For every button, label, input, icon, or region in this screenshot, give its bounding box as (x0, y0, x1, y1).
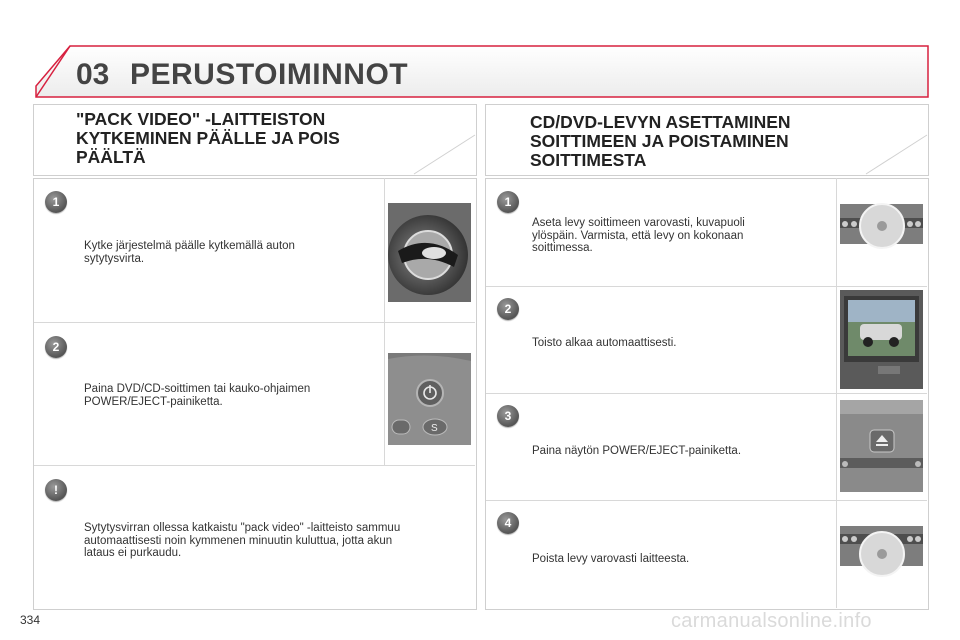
title-line: "PACK VIDEO" -LAITTEISTON (76, 109, 326, 129)
power-button-photo (388, 353, 471, 445)
step-2-text (84, 383, 310, 408)
disc-insert-photo (840, 200, 923, 252)
svg-text:S: S (431, 423, 438, 434)
text-line: POWER/EJECT-painiketta. (84, 395, 223, 408)
step-4-text (532, 553, 689, 566)
row-divider (486, 500, 927, 501)
step-2-text (532, 337, 676, 350)
title-line: SOITTIMEEN JA POISTAMINEN (530, 131, 789, 151)
text-line: Poista levy varovasti laitteesta. (532, 553, 690, 565)
chapter-number: 03 (76, 58, 110, 91)
text-line: Paina näytön POWER/EJECT-painiketta. (532, 445, 742, 457)
text-line: soittimessa. (532, 242, 593, 254)
text-line: sytytysvirta. (84, 252, 145, 265)
row-divider (34, 322, 475, 323)
text-line: Paina DVD/CD-soittimen tai kauko-ohjaimen (84, 383, 311, 395)
header-banner (0, 0, 960, 110)
step-badge-1: 1 (45, 191, 67, 213)
disc-remove-photo (840, 520, 923, 580)
step-badge-1: 1 (497, 191, 519, 213)
text-line: Aseta levy soittimeen varovasti, kuvapuoli (532, 217, 745, 229)
title-line: PÄÄLTÄ (76, 147, 146, 167)
step-badge-2: 2 (497, 298, 519, 320)
watermark: carmanualsonline.info (671, 610, 872, 632)
left-section-title (76, 110, 340, 167)
row-divider (34, 465, 475, 466)
warning-text (84, 522, 400, 560)
step-1-text (532, 217, 745, 255)
row-divider (486, 286, 927, 287)
screen-playback-photo (840, 290, 923, 389)
step-3-text (532, 445, 741, 458)
eject-button-photo (840, 400, 923, 492)
text-line: Kytke järjestelmä päälle kytkemällä auton (84, 240, 295, 252)
text-line: automaattisesti noin kymmenen minuutin kuluttua, jotta akun (84, 534, 393, 547)
step-1-text (84, 240, 295, 265)
text-line: lataus ei purkaudu. (84, 547, 182, 559)
text-line: ylöspäin. Varmista, että levy on kokonaan (532, 229, 744, 242)
text-line: Sytytysvirran ollessa katkaistu "pack video" -laitteisto sammuu (84, 522, 401, 534)
title-line: KYTKEMINEN PÄÄLLE JA POIS (76, 128, 340, 148)
page-number: 334 (20, 613, 41, 627)
text-line: Toisto alkaa automaattisesti. (532, 337, 677, 349)
chapter-title: PERUSTOIMINNOT (130, 58, 409, 91)
ignition-key-photo (388, 203, 471, 302)
title-line: SOITTIMESTA (530, 150, 647, 170)
step-badge-3: 3 (497, 405, 519, 427)
right-section-title (530, 113, 791, 170)
warning-badge: ! (45, 479, 67, 501)
row-divider (486, 393, 927, 394)
step-badge-4: 4 (497, 512, 519, 534)
step-badge-2: 2 (45, 336, 67, 358)
title-line: CD/DVD-LEVYN ASETTAMINEN (530, 112, 791, 132)
